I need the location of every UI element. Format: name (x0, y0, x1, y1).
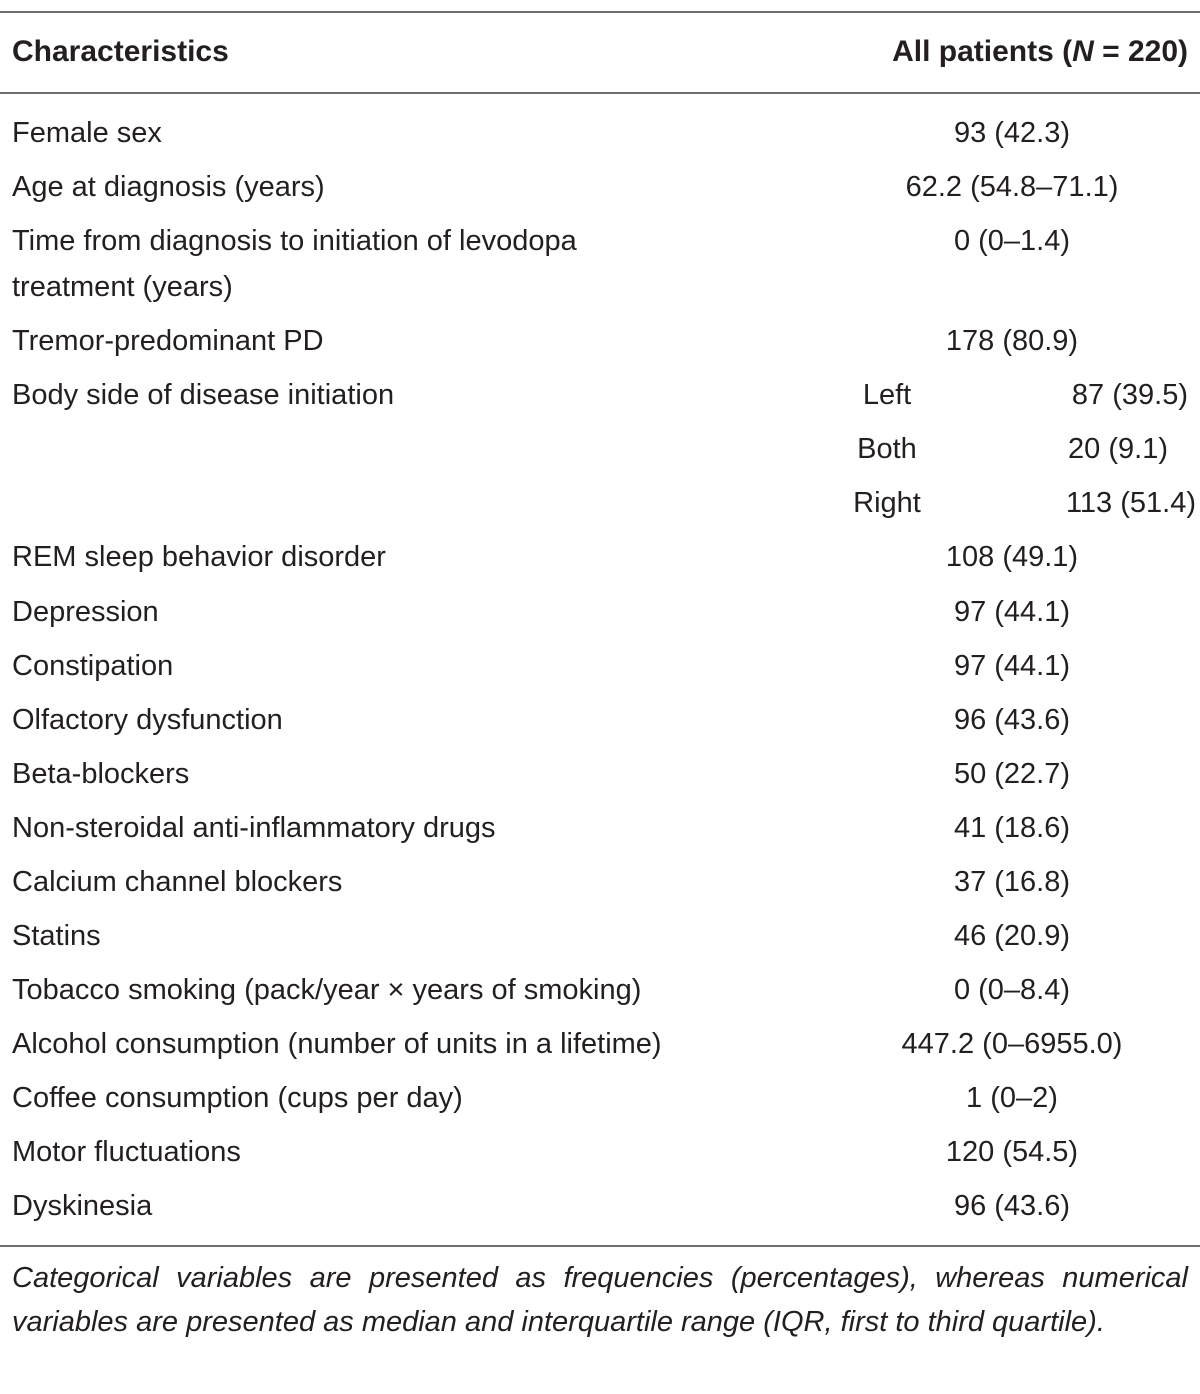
row-label: Time from diagnosis to initiation of levodopa (12, 225, 577, 257)
row-label: Age at diagnosis (years) (12, 171, 325, 203)
row-label: Tremor-predominant PD (12, 325, 324, 357)
row-value: 93 (42.3) (953, 117, 1071, 149)
row-label: Coffee consumption (cups per day) (12, 1082, 463, 1114)
row-value: 37 (16.8) (953, 866, 1071, 898)
row-label: Olfactory dysfunction (12, 704, 283, 736)
row-value: 0 (0–8.4) (953, 974, 1071, 1006)
row-value: 178 (80.9) (945, 325, 1079, 357)
row-label: Statins (12, 920, 101, 952)
row-value: 97 (44.1) (953, 650, 1071, 682)
row-value: 62.2 (54.8–71.1) (905, 171, 1119, 203)
row-label: Calcium channel blockers (12, 866, 343, 898)
subrow-value: 20 (9.1) (1068, 433, 1168, 465)
row-value: 447.2 (0–6955.0) (901, 1028, 1123, 1060)
top-rule (0, 11, 1200, 13)
bottom-rule (0, 1245, 1200, 1247)
row-value: 108 (49.1) (945, 541, 1079, 573)
subrow-value: 113 (51.4) (1065, 487, 1196, 519)
row-value: 96 (43.6) (953, 704, 1071, 736)
row-value: 120 (54.5) (945, 1136, 1079, 1168)
row-label: Beta-blockers (12, 758, 190, 790)
row-label: Body side of disease initiation (12, 379, 395, 411)
subrow-side: Left (862, 379, 912, 411)
subrow-value: 87 (39.5) (1071, 379, 1188, 411)
row-label: REM sleep behavior disorder (12, 541, 386, 573)
row-value: 97 (44.1) (953, 596, 1071, 628)
header-characteristics: Characteristics (12, 35, 229, 68)
row-label: Alcohol consumption (number of units in a lifetime) (12, 1028, 662, 1060)
row-value: 46 (20.9) (953, 920, 1071, 952)
row-label: Constipation (12, 650, 174, 682)
row-value: 1 (0–2) (966, 1082, 1058, 1114)
row-value: 0 (0–1.4) (953, 225, 1071, 257)
header-rule (0, 92, 1200, 94)
row-value: 96 (43.6) (953, 1190, 1071, 1222)
row-value: 41 (18.6) (953, 812, 1071, 844)
row-label: Depression (12, 596, 159, 628)
row-label: Female sex (12, 117, 162, 149)
row-label: Tobacco smoking (pack/year × years of smoking) (12, 974, 642, 1006)
subrow-side: Both (857, 433, 917, 465)
row-label: Non-steroidal anti-inflammatory drugs (12, 812, 496, 844)
row-label: Motor fluctuations (12, 1136, 241, 1168)
subrow-side: Right (853, 487, 921, 519)
row-label: treatment (years) (12, 271, 233, 303)
header-all-patients: All patients (N = 220) (892, 35, 1188, 68)
table-footnote: Categorical variables are presented as frequencies (percentages), whereas numerical variables are presented as median and interquartile range (IQR, first to third quartile). (12, 1262, 1188, 1338)
row-value: 50 (22.7) (953, 758, 1071, 790)
row-label: Dyskinesia (12, 1190, 153, 1222)
